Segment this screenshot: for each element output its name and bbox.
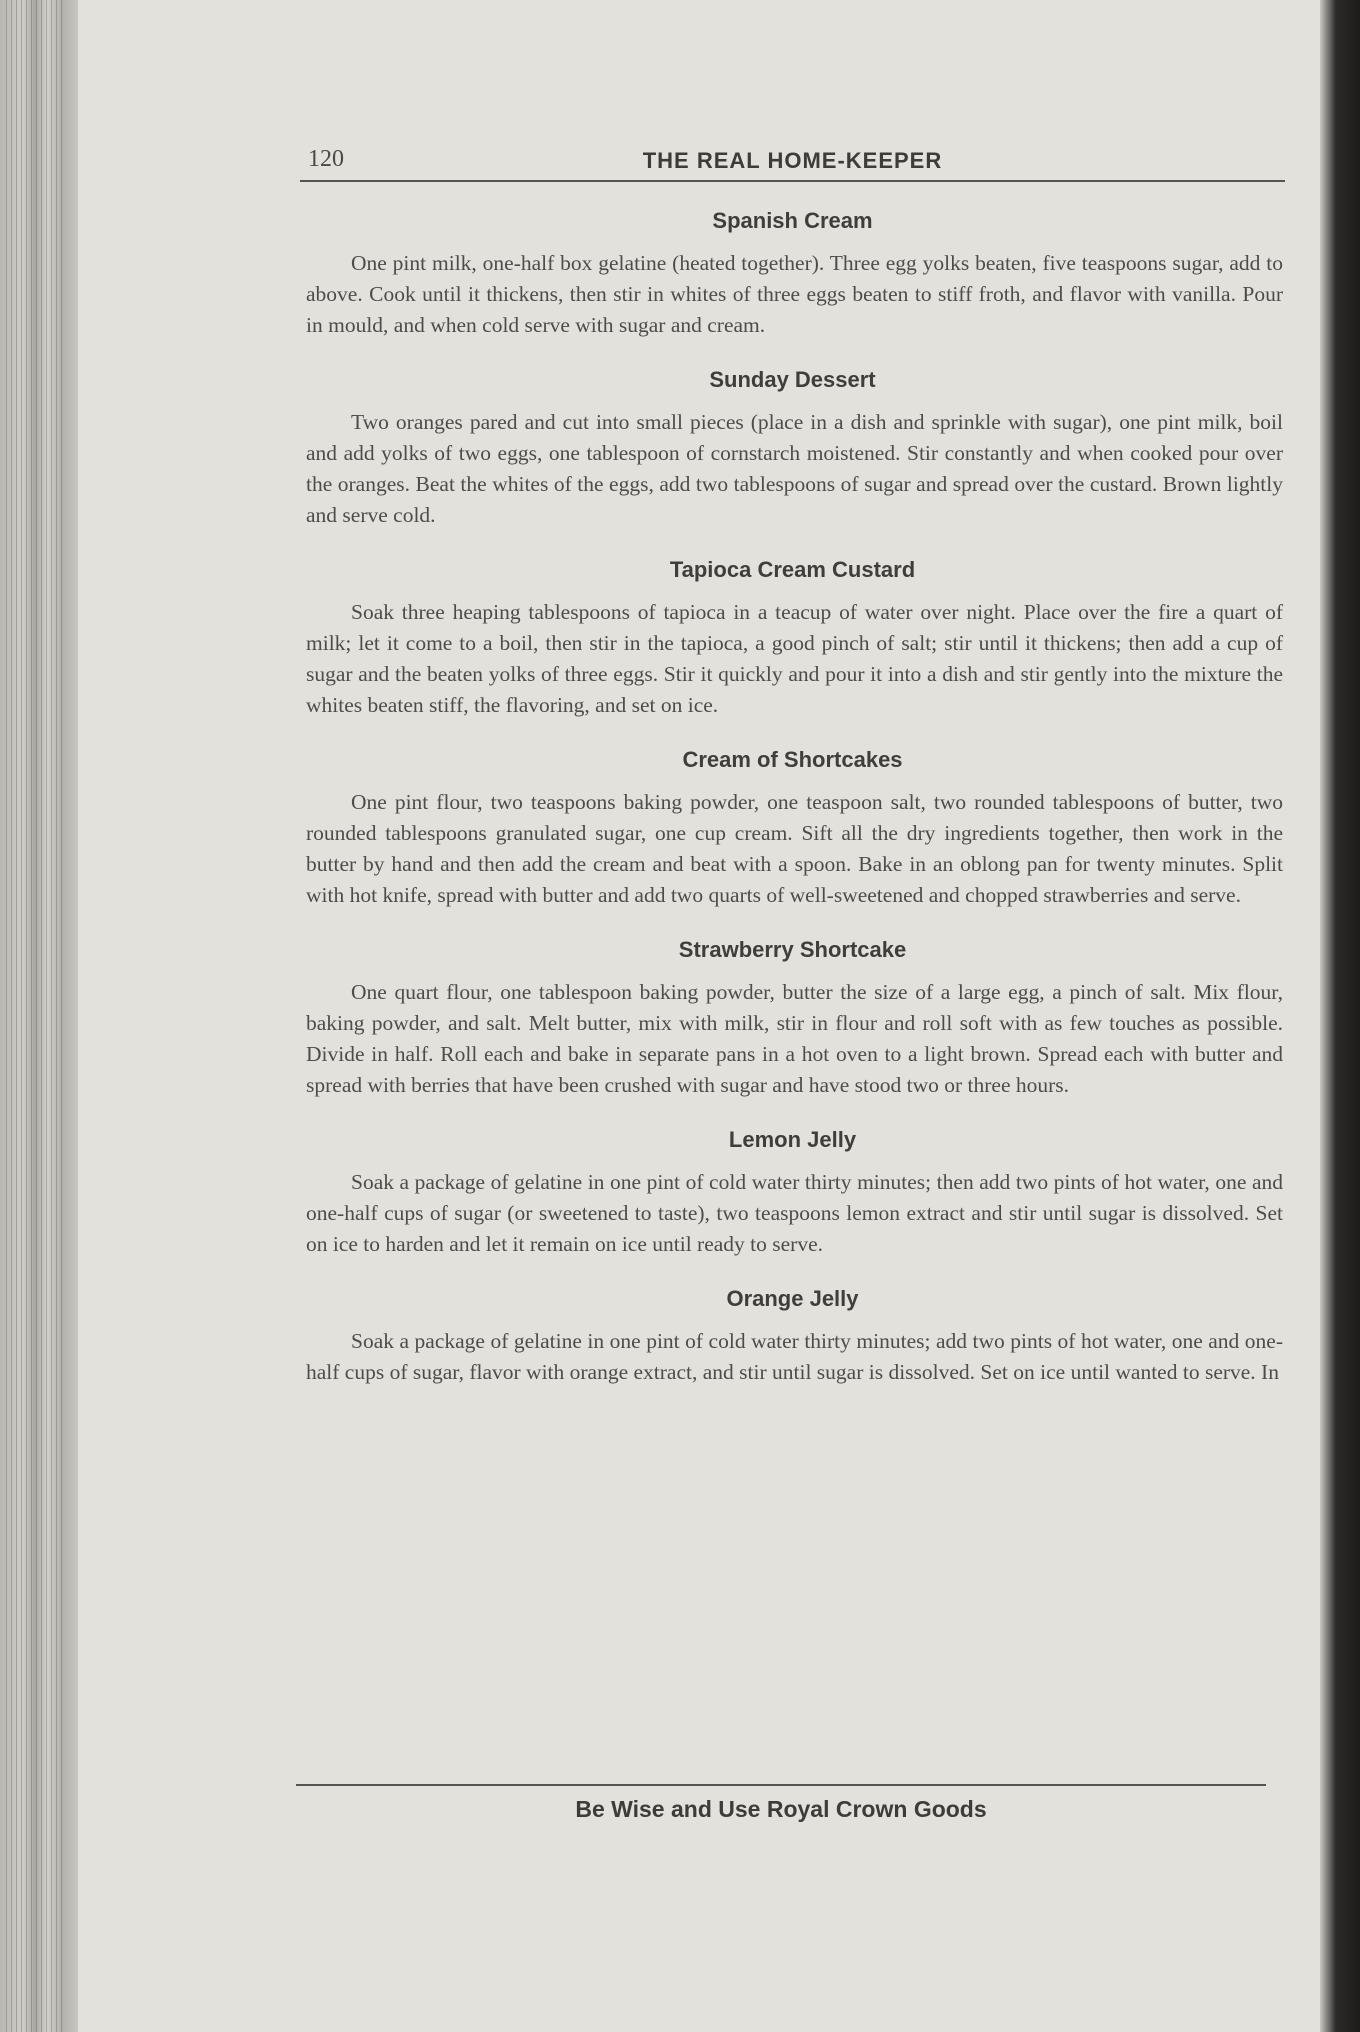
page-number: 120 (308, 146, 344, 172)
recipe-orange-jelly (300, 1286, 1285, 1388)
page-stack-edges (6, 0, 66, 2032)
recipe-strawberry-shortcake (300, 937, 1285, 1101)
recipe-body: One pint milk, one-half box gelatine (heated together). Three egg yolks beaten, five teaspoons sugar, add to above. Cook until it thickens, then stir in whites of three eggs beaten to stiff froth, and flavor with vanilla. Pour in mould, and when cold serve with sugar and cream. (306, 251, 1283, 337)
recipe-body: Two oranges pared and cut into small pieces (place in a dish and sprinkle with sugar), one pint milk, boil and add yolks of two eggs, one tablespoon of cornstarch moistened. Stir constantly and when cooked pour over the oranges. Beat the whites of the eggs, add two tablespoons of sugar and spread over the custard. Brown lightly and serve cold. (306, 410, 1283, 527)
recipe-title: Sunday Dessert (709, 367, 876, 392)
recipe-spanish-cream (300, 208, 1285, 341)
recipe-sunday-dessert (300, 367, 1285, 531)
recipe-body: One quart flour, one tablespoon baking powder, butter the size of a large egg, a pinch of salt. Mix flour, baking powder, and salt. Melt butter, mix with milk, stir in flour and roll soft with as few touches as possible. Divide in half. Roll each and bake in separate pans in a hot oven to a light brown. Spread each with butter and spread with berries that have been crushed with sugar and have stood two or three hours. (306, 980, 1283, 1097)
recipe-cream-of-shortcakes (300, 747, 1285, 911)
page-footer-slogan: Be Wise and Use Royal Crown Goods (296, 1784, 1266, 1823)
recipe-body: Soak three heaping tablespoons of tapioca in a teacup of water over night. Place over the fire a quart of milk; let it come to a boil, then stir in the tapioca, a good pinch of salt; stir until it thickens; then add a cup of sugar and the beaten yolks of three eggs. Stir it quickly and pour it into a dish and stir gently into the mixture the whites beaten stiff, the flavoring, and set on ice. (306, 600, 1283, 717)
recipe-title: Spanish Cream (712, 208, 873, 233)
recipe-title: Orange Jelly (726, 1286, 859, 1311)
recipe-body: One pint flour, two teaspoons baking powder, one teaspoon salt, two rounded tablespoons of butter, two rounded tablespoons granulated sugar, one cup cream. Sift all the dry ingredients together, then work in the butter by hand and then add the cream and beat with a spoon. Bake in an oblong pan for twenty minutes. Split with hot knife, spread with butter and add two quarts of well-sweetened and chopped strawberries and serve. (306, 790, 1283, 907)
recipe-title: Cream of Shortcakes (682, 747, 903, 772)
recipe-lemon-jelly (300, 1127, 1285, 1260)
running-title: THE REAL HOME-KEEPER (642, 148, 943, 173)
recipe-body: Soak a package of gelatine in one pint of cold water thirty minutes; add two pints of hot water, one and one-half cups of sugar, flavor with orange extract, and stir until sugar is dissolved. Set on ice until wanted to serve. In (306, 1329, 1283, 1384)
recipe-tapioca-cream-custard (300, 557, 1285, 721)
recipe-title: Strawberry Shortcake (678, 937, 907, 962)
page-content (300, 140, 1285, 1388)
recipe-title: Tapioca Cream Custard (669, 557, 916, 582)
book-right-edge (1320, 0, 1360, 2032)
recipe-body: Soak a package of gelatine in one pint of cold water thirty minutes; then add two pints of hot water, one and one-half cups of sugar (or sweetened to taste), two teaspoons lemon extract and stir until sugar is dissolved. Set on ice to harden and let it remain on ice until ready to serve. (306, 1170, 1283, 1256)
recipe-title: Lemon Jelly (728, 1127, 857, 1152)
page-header (300, 140, 1285, 182)
